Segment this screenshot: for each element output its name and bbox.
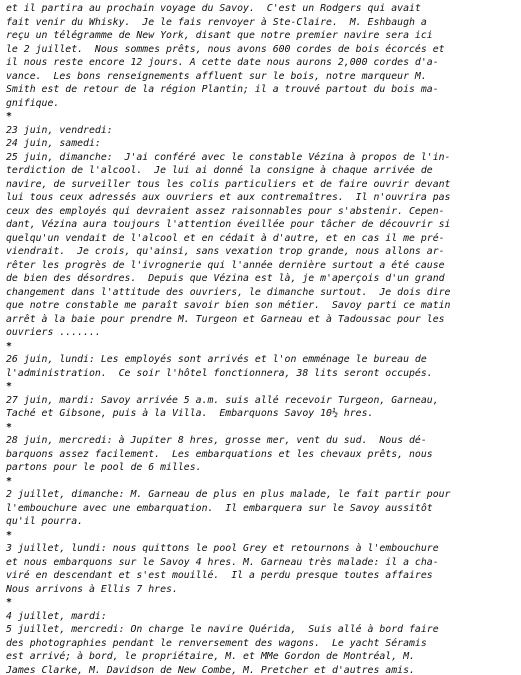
text-line: lui tous ceux adressés aux ouvriers et aux contremaîtres. Il n'ouvrira pas xyxy=(6,192,451,203)
entry-separator: * xyxy=(6,381,12,392)
text-line: l'embouchure avec une embarquation. Il embarquera sur le Savoy aussitôt xyxy=(6,502,433,514)
text-line: ceux des employés qui devraient assez raisonnables pour s'abstenir. Cepen- xyxy=(6,205,445,217)
text-line: arrêt à la baie pour prendre M. Turgeon et Garneau et à Tadoussac pour les xyxy=(6,313,445,325)
text-line: gnifique. xyxy=(6,97,60,109)
text-line: dant, Vézina aura toujours l'attention éveillée pour tâcher de découvrir si xyxy=(6,219,451,230)
text-line: vance. Les bons renseignements affluent sur le bois, notre marqueur M. xyxy=(6,70,427,82)
text-line: reçu un télégramme de New York, disant que notre premier navire sera ici xyxy=(6,30,433,41)
text-line: 25 juin, dimanche: J'ai conféré avec le constable Vézina à propos de l'in- xyxy=(6,151,451,163)
text-line: changement dans l'attitude des ouvriers, le dimanche surtout. Je dois dire xyxy=(6,286,451,298)
document-body xyxy=(6,2,518,675)
text-line: il nous reste encore 12 jours. A cette date nous aurons 2,000 cordes d'a- xyxy=(6,57,439,68)
text-line: quelqu'un vendait de l'alcool et en cédait à d'autre, et en cas il me pré- xyxy=(6,232,445,244)
entry-separator: * xyxy=(6,529,12,541)
text-line: Smith est de retour de la région Plantin; il a trouvé partout du bois ma- xyxy=(6,84,439,95)
text-line: 5 juillet, mercredi: On charge le navire Quérida, Suis allé à bord faire xyxy=(6,624,439,635)
entry-separator: * xyxy=(6,421,12,433)
text-line: et il partira au prochain voyage du Savoy. C'est un Rodgers qui avait xyxy=(6,3,421,14)
text-line: 4 juillet, mardi: xyxy=(6,610,107,622)
text-line: 26 juin, lundi: Les employés sont arrivés et l'on emménage le bureau de xyxy=(6,354,427,365)
text-line: 24 juin, samedi: xyxy=(6,138,101,149)
text-line: rêter les progrès de l'ivrognerie qui l'année dernière surtout a été cause xyxy=(6,259,445,271)
text-line: le 2 juillet. Nous sommes prêts, nous avons 600 cordes de bois écorcés et xyxy=(6,43,445,55)
text-line: barquons assez facilement. Les embarquations et les chevaux prêts, nous xyxy=(6,448,433,460)
text-line: des photographies pendant le renversement des wagons. Le yacht Séramis xyxy=(6,637,427,649)
entry-separator: * xyxy=(6,340,12,352)
text-line: viré en descendant et s'est mouillé. Il a perdu presque toutes affaires xyxy=(6,570,433,581)
text-line: fait venir du Whisky. Je le fais renvoyer à Ste-Claire. M. Eshbaugh a xyxy=(6,16,427,28)
text-line: que notre constable me paraît savoir bien son métier. Savoy parti ce matin xyxy=(6,300,451,311)
text-line: partons pour le pool de 6 milles. xyxy=(6,462,202,473)
text-line: de bien des désordres. Depuis que Vézina est là, je m'aperçois d'un grand xyxy=(6,273,445,284)
text-line: terdiction de l'alcool. Je lui ai donné la consigne à chaque arrivée de xyxy=(6,165,433,176)
entry-separator: * xyxy=(6,111,12,122)
text-line: James Clarke, M. Davidson de New Combe, M. Pretcher et d'autres amis. xyxy=(6,664,415,675)
text-line: viendrait. Je crois, qu'ainsi, sans vexation trop grande, nous allons ar- xyxy=(6,246,445,257)
text-line: Taché et Gibsone, puis à la Villa. Embarquons Savoy 10½ hres. xyxy=(6,408,374,419)
text-line: Nous arrivons à Ellis 7 hres. xyxy=(6,583,178,595)
text-line: qu'il pourra. xyxy=(6,516,84,527)
text-line: 23 juin, vendredi: xyxy=(6,124,113,136)
text-line: 3 juillet, lundi: nous quittons le pool Grey et retournons à l'embouchure xyxy=(6,543,439,554)
text-line: l'administration. Ce soir l'hôtel fonctionnera, 38 lits seront occupés. xyxy=(6,367,433,379)
text-line: et nous embarquons sur le Savoy 4 hres. M. Garneau très malade: il a cha- xyxy=(6,556,439,568)
text-line: navire, de surveiller tous les colis particuliers et de faire ouvrir devant xyxy=(6,178,451,190)
text-line: est arrivé; à bord, le propriétaire, M. et MMe Gordon de Montréal, M. xyxy=(6,651,415,662)
text-line: 28 juin, mercredi: à Jupiter 8 hres, grosse mer, vent du sud. Nous dé- xyxy=(6,435,427,446)
text-line: 27 juin, mardi: Savoy arrivée 5 a.m. suis allé recevoir Turgeon, Garneau, xyxy=(6,394,439,406)
entry-separator: * xyxy=(6,597,12,608)
text-line: ouvriers ....... xyxy=(6,327,101,338)
entry-separator: * xyxy=(6,475,12,487)
text-line: 2 juillet, dimanche: M. Garneau de plus en plus malade, le fait partir pour xyxy=(6,489,451,500)
